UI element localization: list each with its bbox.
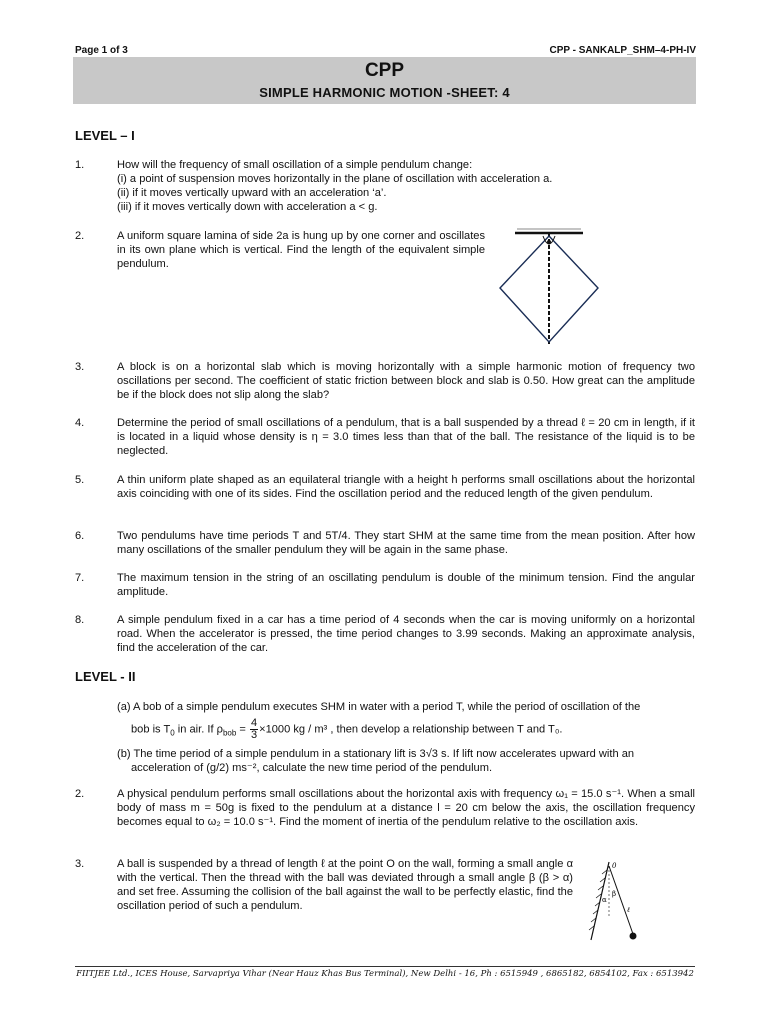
fraction-four-thirds bbox=[250, 718, 258, 741]
question-number: 7. bbox=[75, 572, 85, 584]
question-l1-3 bbox=[75, 360, 695, 402]
question-number: 5. bbox=[75, 474, 85, 486]
question-text: A block is on a horizontal slab which is moving horizontally with a simple harmonic motion of frequency two oscillations per second. The coefficient of static friction between block and slab is 0.50. How great can the amplitude be if the block does not slip along the slab? bbox=[117, 361, 695, 401]
question-text: A physical pendulum performs small oscillations about the horizontal axis with frequency ω₁ = 15.0 s⁻¹. When a small body of mass m = 50g is fixed to the pendulum at a distance l = 20 cm below the axis, the oscillation frequency becomes equal to ω₂ = 10.0 s⁻¹. Find the moment of inertia of the pendulum relative to the oscillation axis. bbox=[117, 788, 695, 828]
question-l1-6 bbox=[75, 529, 695, 557]
question-number: 2. bbox=[75, 788, 85, 800]
question-l1-1 bbox=[75, 158, 695, 218]
question-part-a-line2 bbox=[117, 718, 695, 741]
question-number: 6. bbox=[75, 530, 85, 542]
text-rho: in air. If ρ bbox=[174, 723, 223, 736]
level-2-heading: LEVEL - II bbox=[75, 669, 136, 684]
question-part-a-line1: (a) A bob of a simple pendulum executes SHM in water with a period T, while the period of oscillation of the bbox=[117, 701, 641, 713]
page-header bbox=[75, 45, 696, 56]
question-text: Two pendulums have time periods T and 5T/4. They start SHM at the same time from the mean position. After how many oscillations of the smaller pendulum they will be again in the same phase. bbox=[117, 530, 695, 556]
question-part-i: (i) a point of suspension moves horizontally in the plane of oscillation with acceleration a. bbox=[117, 173, 553, 185]
title-banner bbox=[73, 57, 696, 104]
question-text: A simple pendulum fixed in a car has a time period of 4 seconds when the car is moving uniformly on a horizontal road. When the accelerator is pressed, the time period changes to 3.99 seconds. Making an approximate analysis, find the acceleration of the car. bbox=[117, 614, 695, 654]
page-title: CPP bbox=[364, 60, 405, 81]
label-o: 0 bbox=[612, 862, 617, 870]
question-part-b-line2: acceleration of (g/2) ms⁻², calculate the new time period of the pendulum. bbox=[131, 762, 493, 774]
text-equals: = bbox=[236, 723, 249, 736]
question-part-ii: (ii) if it moves vertically upward with an acceleration ‘a’. bbox=[117, 187, 387, 199]
question-number: 4. bbox=[75, 417, 85, 429]
page-subtitle: SIMPLE HARMONIC MOTION -SHEET: 4 bbox=[259, 85, 510, 100]
question-text: A uniform square lamina of side 2a is hung up by one corner and oscillates in its own plane which is vertical. Find the length of the equivalent simple pendulum. bbox=[117, 230, 485, 270]
question-text: Determine the period of small oscillations of a pendulum, that is a ball suspended by a thread ℓ = 20 cm in length, if it is located in a liquid whose density is η = 3.0 times less than that of the ball. The resistance of the liquid is to be neglected. bbox=[117, 417, 695, 457]
question-l1-8 bbox=[75, 613, 695, 655]
question-text: The maximum tension in the string of an oscillating pendulum is double of the minimum tension. Find the angular amplitude. bbox=[117, 572, 695, 598]
question-l1-4 bbox=[75, 416, 695, 458]
label-beta: β bbox=[612, 890, 617, 898]
subscript-bob: bob bbox=[222, 728, 237, 738]
question-number: 3. bbox=[75, 361, 85, 373]
label-alpha: α bbox=[602, 896, 607, 904]
label-length: ℓ bbox=[627, 906, 630, 914]
question-l2-1 bbox=[75, 700, 695, 786]
page-number: Page 1 of 3 bbox=[75, 45, 128, 56]
fraction-denominator: 3 bbox=[250, 729, 258, 741]
question-l1-5 bbox=[75, 473, 695, 515]
question-l2-2 bbox=[75, 787, 695, 843]
text-bob: bob is T bbox=[131, 723, 171, 736]
fraction-numerator: 4 bbox=[250, 717, 258, 729]
question-part-iii: (iii) if it moves vertically down with acceleration a < g. bbox=[117, 201, 378, 213]
square-lamina-figure bbox=[495, 226, 610, 350]
question-text: How will the frequency of small oscillation of a simple pendulum change: bbox=[117, 159, 473, 171]
subscript-zero: 0 bbox=[170, 728, 175, 738]
question-number: 3. bbox=[75, 858, 85, 870]
question-number: 1. bbox=[75, 159, 85, 171]
footer-divider bbox=[75, 966, 695, 967]
question-l1-7 bbox=[75, 571, 695, 599]
text-density-relation: ×1000 kg / m³ , then develop a relationship between T and T₀. bbox=[259, 723, 563, 736]
level-1-heading: LEVEL – I bbox=[75, 128, 135, 143]
question-number: 2. bbox=[75, 230, 85, 242]
question-number: 8. bbox=[75, 614, 85, 626]
page-footer: FIITJEE Ltd., ICES House, Sarvapriya Vihar (Near Hauz Khas Bus Terminal), New Delhi - 16, Ph : 6515949 , 6865182, 6854102, Fax : 6513942 bbox=[76, 969, 694, 979]
question-text: A thin uniform plate shaped as an equilateral triangle with a height h performs small oscillations about the horizontal axis coinciding with one of its sides. Find the oscillation period and the reduced length of the given pendulum. bbox=[117, 474, 695, 500]
question-part-b-line1: (b) The time period of a simple pendulum in a stationary lift is 3√3 s. If lift now accelerates upward with an bbox=[117, 748, 635, 760]
wall-pendulum-figure bbox=[585, 856, 645, 946]
document-code: CPP - SANKALP_SHM–4-PH-IV bbox=[549, 45, 696, 56]
question-text: A ball is suspended by a thread of length ℓ at the point O on the wall, forming a small angle α with the vertical. Then the thread with the ball was deviated through a small angle β (β > α) and set free. Assuming the collision of the ball against the wall to be perfectly elastic, find the oscillation period of such a pendulum. bbox=[117, 858, 573, 912]
